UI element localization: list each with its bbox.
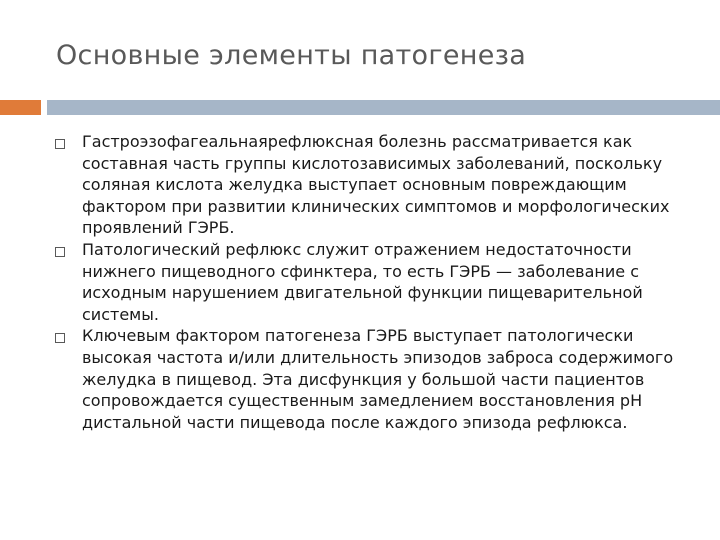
- hollow-square-icon: [55, 333, 65, 343]
- slide-title: Основные элементы патогенеза: [56, 40, 527, 71]
- list-item: [52, 131, 692, 239]
- hollow-square-icon: [55, 139, 65, 149]
- bullet-text: Ключевым фактором патогенеза ГЭРБ выступает патологически высокая частота и/или длительность эпизодов заброса содержимого желудка в пищевод. Эта дисфункция у большой части пациентов сопровождается существенным замедлением восстановления рН дистальной части пищевода после каждого эпизода рефлюкса.: [82, 326, 674, 432]
- bullet-list: [52, 131, 692, 433]
- hollow-square-icon: [55, 247, 65, 257]
- list-item: [52, 239, 692, 325]
- bullet-text: Гастроэзофагеальнаярефлюксная болезнь рассматривается как составная часть группы кислотозависимых заболеваний, поскольку соляная кислота желудка выступает основным повреждающим фактором при развитии клинических симптомов и морфологических проявлений ГЭРБ.: [82, 132, 670, 238]
- title-rule-bar: [47, 100, 720, 115]
- bullet-text: Патологический рефлюкс служит отражением недостаточности нижнего пищеводного сфинктера, то есть ГЭРБ — заболевание с исходным нарушением двигательной функции пищеварительной системы.: [82, 239, 643, 324]
- title-accent-bar: [0, 100, 41, 115]
- list-item: [52, 325, 692, 433]
